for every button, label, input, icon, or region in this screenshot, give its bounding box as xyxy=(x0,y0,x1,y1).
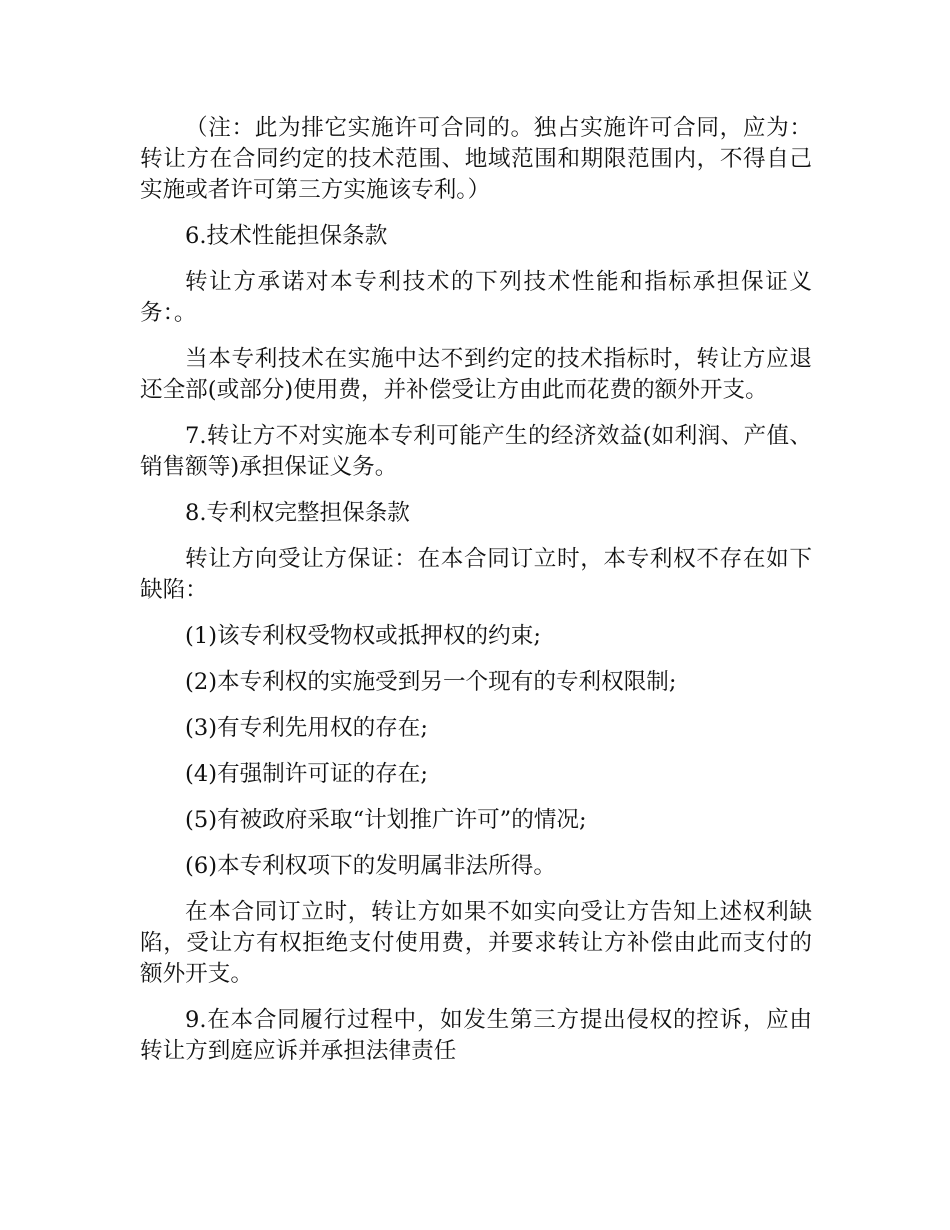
document-page xyxy=(140,113,812,1082)
section-paragraph-9: 9.在本合同履行过程中，如发生第三方提出侵权的控诉，应由转让方到庭应诉并承担法律责任 xyxy=(140,1007,812,1064)
list-item: (2)本专利权的实施受到另一个现有的专利权限制; xyxy=(185,669,677,695)
paragraph: 转让方向受让方保证：在本合同订立时，本专利权不存在如下缺陷： xyxy=(140,546,812,603)
list-item: (3)有专利先用权的存在; xyxy=(185,715,428,741)
paragraph: 当本专利技术在实施中达不到约定的技术指标时，转让方应退还全部(或部分)使用费，并补偿受让方由此而花费的额外开支。 xyxy=(140,346,812,403)
list-item: (1)该专利权受物权或抵押权的约束; xyxy=(185,623,541,649)
section-heading-8: 8.专利权完整担保条款 xyxy=(185,500,410,526)
list-item: (6)本专利权项下的发明属非法所得。 xyxy=(185,853,556,879)
note-paragraph: （注：此为排它实施许可合同的。独占实施许可合同，应为：转让方在合同约定的技术范围、地域范围和期限范围内，不得自己实施或者许可第三方实施该专利。） xyxy=(140,115,812,203)
section-paragraph-7: 7.转让方不对实施本专利可能产生的经济效益(如利润、产值、销售额等)承担保证义务。 xyxy=(140,423,812,480)
paragraph: 在本合同订立时，转让方如果不如实向受让方告知上述权利缺陷，受让方有权拒绝支付使用费，并要求转让方补偿由此而支付的额外开支。 xyxy=(140,899,812,987)
list-item: (4)有强制许可证的存在; xyxy=(185,761,428,787)
list-item: (5)有被政府采取“计划推广许可”的情况; xyxy=(185,807,587,833)
section-heading-6: 6.技术性能担保条款 xyxy=(185,223,388,249)
paragraph: 转让方承诺对本专利技术的下列技术性能和指标承担保证义务：。 xyxy=(140,269,812,326)
